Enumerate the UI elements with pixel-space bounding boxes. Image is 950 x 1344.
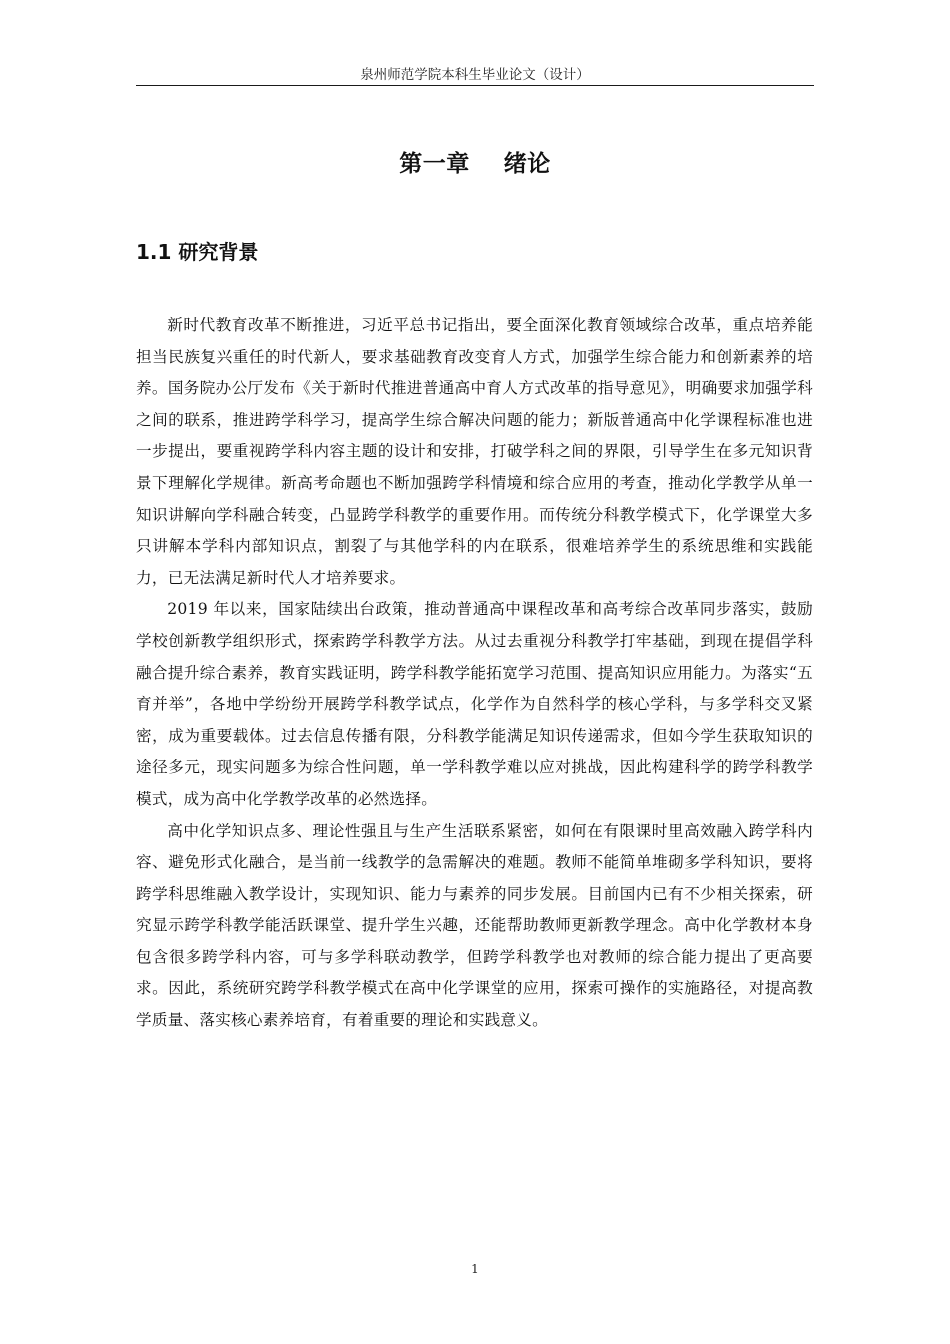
section-title: 1.1 研究背景 — [136, 240, 259, 264]
running-header: 泉州师范学院本科生毕业论文（设计） — [360, 67, 590, 83]
body-text — [136, 310, 813, 1037]
paragraph: 高中化学知识点多、理论性强且与生产生活联系紧密，如何在有限课时里高效融入跨学科内容、避免形式化融合，是当前一线教学的急需解决的难题。教师不能简单堆砌多学科知识，要将跨学科思维融入教学设计，实现知识、能力与素养的同步发展。目前国内已有不少相关探索，研究显示跨学科教学能活跃课堂、提升学生兴趣，还能帮助教师更新教学理念。高中化学教材本身包含很多跨学科内容，可与多学科联动教学，但跨学科教学也对教师的综合能力提出了更高要求。因此，系统研究跨学科教学模式在高中化学课堂的应用，探索可操作的实施路径，对提高教学质量、落实核心素养培育，有着重要的理论和实践意义。 — [136, 821, 813, 1030]
page-number: 1 — [471, 1262, 479, 1276]
paragraph: 2019 年以来，国家陆续出台政策，推动普通高中课程改革和高考综合改革同步落实，鼓励学校创新教学组织形式，探索跨学科教学方法。从过去重视分科教学打牢基础，到现在提倡学科融合提升综合素养，教育实践证明，跨学科教学能拓宽学习范围、提高知识应用能力。为落实“五育并举”，各地中学纷纷开展跨学科教学试点，化学作为自然科学的核心学科，与多学科交叉紧密，成为重要载体。过去信息传播有限，分科教学能满足知识传递需求，但如今学生获取知识的途径多元，现实问题多为综合性问题，单一学科教学难以应对挑战，因此构建科学的跨学科教学模式，成为高中化学教学改革的必然选择。 — [136, 600, 813, 808]
paragraph: 新时代教育改革不断推进，习近平总书记指出，要全面深化教育领域综合改革，重点培养能担当民族复兴重任的时代新人，要求基础教育改变育人方式，加强学生综合能力和创新素养的培养。国务院办公厅发布《关于新时代推进普通高中育人方式改革的指导意见》，明确要求加强学科之间的联系，推进跨学科学习，提高学生综合解决问题的能力；新版普通高中化学课程标准也进一步提出，要重视跨学科内容主题的设计和安排，打破学科之间的界限，引导学生在多元知识背景下理解化学规律。新高考命题也不断加强跨学科情境和综合应用的考查，推动化学教学从单一知识讲解向学科融合转变，凸显跨学科教学的重要作用。而传统分科教学模式下，化学课堂大多只讲解本学科内部知识点，割裂了与其他学科的内在联系，很难培养学生的系统思维和实践能力，已无法满足新时代人才培养要求。 — [136, 316, 813, 587]
header-divider — [136, 85, 814, 86]
chapter-title: 第一章 绪论 — [399, 151, 551, 177]
